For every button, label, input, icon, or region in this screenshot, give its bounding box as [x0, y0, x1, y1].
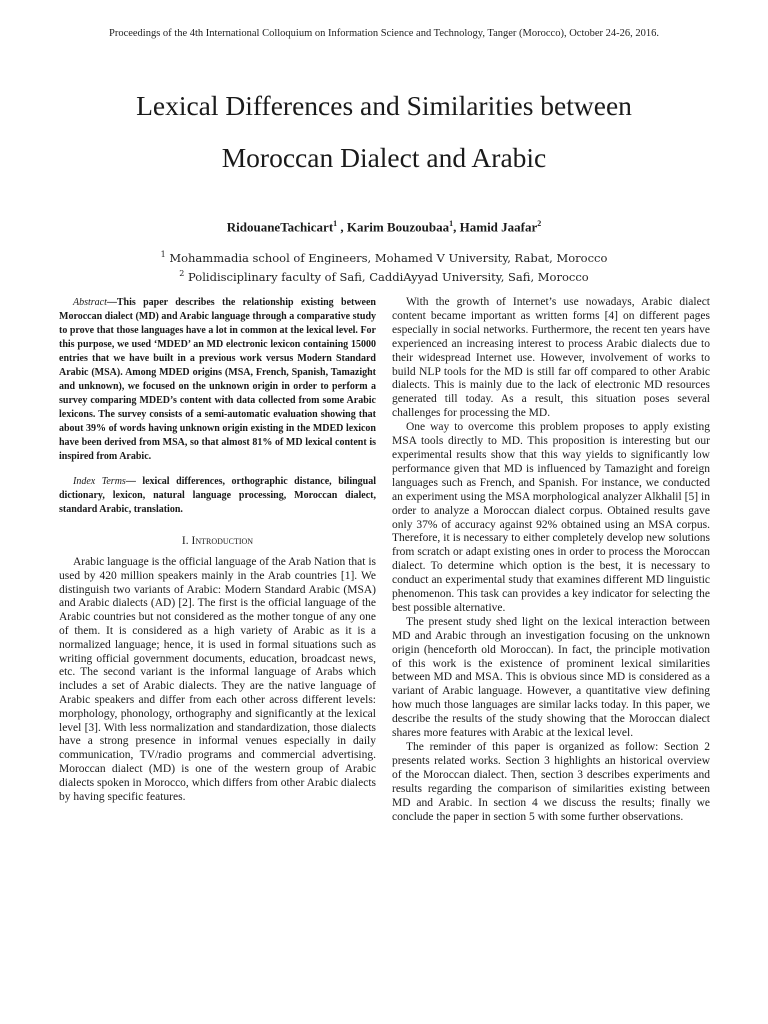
title-line-2: Moroccan Dialect and Arabic — [221, 142, 547, 173]
paper-title — [40, 80, 728, 184]
section-title: Introduction — [191, 535, 254, 547]
index-terms-text: lexical differences, orthographic distance, bilingual dictionary, lexicon, natural language processing, Moroccan dialect, standard Arabic, translation. — [59, 476, 376, 515]
abstract-text: This paper describes the relationship existing between Moroccan dialect (MD) and Arabic language through a comparative study to prove that those languages have a lot in common at the lexical level. For this purpose, we used ‘MDED’ an MD electronic lexicon containing 15000 entries that we have built in a previous work versus Modern Standard Arabic (MSA). Among MDED origins (MSA, French, Spanish, Tamazight and unknown), we focused on the unknown origin in order to perform a survey comparing MDED’s content with data collected from some Arabic lexicons. The survey consists of a semi-automatic evaluation showing that about 39% of words having unknown origin existing in the MDED lexicon have been derived from MSA, so that almost 81% of MD lexical content is inspired from Arabic. — [59, 297, 376, 462]
title-line-1: Lexical Differences and Similarities between — [136, 90, 632, 121]
author-affil-mark: 1 — [333, 219, 338, 228]
author-list: RidouaneTachicart$^1$ , Karim Bouzoubaa$^1$, Hamid Jaafar$^2$ — [226, 219, 542, 235]
affiliation: $^2$ Polidisciplinary faculty of Safi, CaddiAyyad University, Safi, Morocco — [179, 268, 589, 284]
proceedings-header: Proceedings of the 4th International Colloquium on Information Science and Technology, Tanger (Morocco), October 24-26, 2016. — [108, 28, 660, 39]
abstract: Abstract—This paper describes the relationship existing between Moroccan dialect (MD) and Arabic language through a comparative study to prove that those languages have a lot in common at the lexical level. For this purpose, we used ‘MDED’ an MD electronic lexicon containing 15000 entries that we have built in a previous work versus Modern Standard Arabic (MSA). Among MDED origins (MSA, French, Spanish, Tamazight and unknown), we focused on the unknown origin in order to perform a survey comparing MDED’s content with data collected from some Arabic lexicons. The survey consists of a semi-automatic evaluation showing that about 39% of words having unknown origin existing in the MDED lexicon have been derived from MSA, so that almost 81% of MD lexical content is inspired from Arabic. — [59, 297, 376, 462]
author-name: RidouaneTachicart — [226, 219, 334, 235]
author-name: Hamid Jaafar — [459, 219, 538, 235]
author-name: Karim Bouzoubaa — [346, 219, 450, 235]
affiliation-list — [40, 247, 728, 285]
abstract-label: Abstract — [73, 297, 107, 308]
paragraph: The reminder of this paper is organized as follow: Section 2 presents related works. Section 3 highlights an historical overview of the Moroccan dialect. Then, section 3 describes experiments and results regarding the comparison of similarities existing between MD and Arabic. In section 4 we discuss the results; finally we conclude the paper in section 5 with some further observations. — [392, 741, 710, 823]
affiliation: $^1$ Mohammadia school of Engineers, Mohamed V University, Rabat, Morocco — [160, 250, 608, 265]
author-affil-mark: 2 — [537, 219, 542, 228]
right-column — [392, 296, 710, 824]
author-affil-mark: 1 — [449, 219, 454, 228]
section-number: I. — [181, 535, 189, 547]
index-terms-label: Index Terms — [73, 476, 126, 487]
left-column — [59, 296, 376, 804]
paragraph: Arabic language is the official language of the Arab Nation that is used by 420 million speakers mainly in the Arab countries [1]. We distinguish two variants of Arabic: Modern Standard Arabic (MSA) and Arabic dialects (AD) [2]. The first is the official language of the Arabic countries but not considered as the mother tongue of any one of them. It is considered as a high variety of Arabic as it is a normalized language; hence, it is used in formal situations such as writing official government documents, education, broadcast news, etc. The second variant is the informal language of Arabs which includes a set of Arabic dialects. They are the native language of Arabic speakers and differ from each other across different levels: morphology, phonology, orthography and significantly at the lexical level [3]. With less normalization and standardization, those dialects have a strong presence in informal venues especially in daily communication, TV/radio programs and commercial advertising. Moroccan dialect (MD) is one of the western group of Arabic dialects spoken in Morocco, which differs from other Arabic dialects by having specific features. — [59, 556, 376, 803]
paragraph: With the growth of Internet’s use nowadays, Arabic dialect content became important as written forms [4] on different pages especially in social networks. Furthermore, the recent ten years have experienced an increasing interest to process Arabic dialects due to their widespread Internet use. However, involvement of works to build NLP tools for the MD is still far off compared to other Arabic dialects. This is mainly due to the lack of electronic MD resources generated till today. As a result, this situation poses several challenges for processing the MD. — [392, 296, 710, 420]
index-terms: Index Terms— lexical differences, orthographic distance, bilingual dictionary, lexicon, natural language processing, Moroccan dialect, standard Arabic, translation. — [59, 476, 376, 515]
paragraph: One way to overcome this problem proposes to apply existing MSA tools directly to MD. This proposition is interesting but our experimental results show that this way yields to significantly low performance given that MD is influenced by Tamazight and foreign languages such as French, and Spanish. For instance, we conducted an experiment using the MSA morphological analyzer Alkhalil [5] in order to analyze a Moroccan dialect corpus. Obtained results gave only 37% of accuracy against 92% obtained using an MSA corpus. Therefore, it is necessary to either completely develop new solutions from scratch or adapt existing ones in order to process the Moroccan dialect. To determine which option is the best, it is necessary to conduct an experimental study that examines different MD linguistic phenomenon. This task can provides a key indicator for selecting the best possible alternative. — [392, 421, 710, 614]
section-heading — [59, 535, 376, 547]
paragraph: The present study shed light on the lexical interaction between MD and Arabic through an investigation focusing on the unknown origin (henceforth old Moroccan). In fact, the principle motivation of this work is the existence of prominent lexical similarities between MD and MSA. This is obvious since MD is considered as a variant of Arabic language. However, a quantitative view defining how much those languages are similar lacks today. In this paper, we describe the results of the study showing that the Moroccan dialect shares more features with Arabic at the lexical level. — [392, 615, 710, 740]
